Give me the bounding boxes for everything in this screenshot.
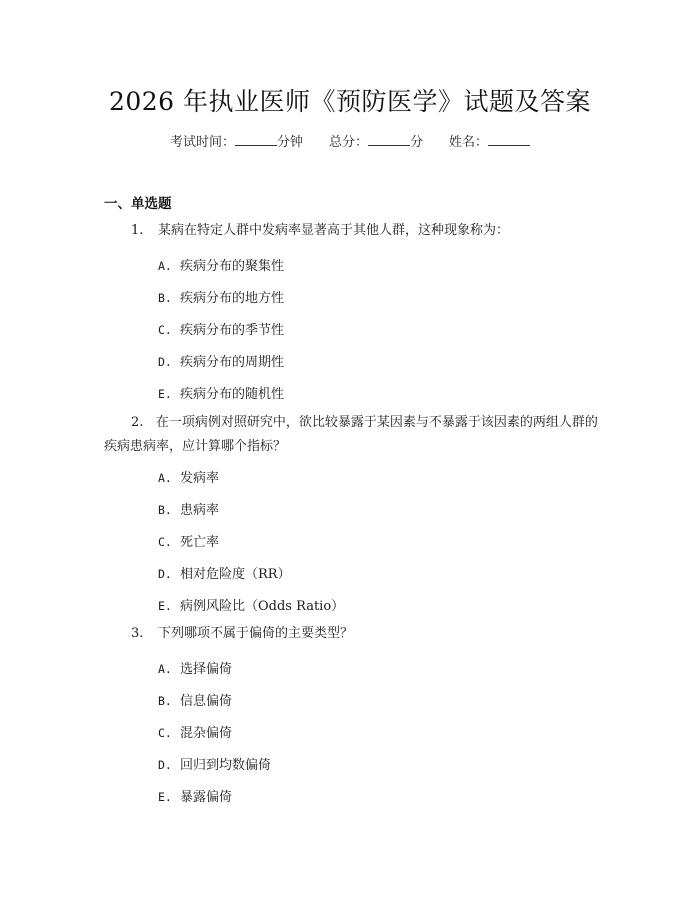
option-text: 疾病分布的随机性 bbox=[180, 387, 285, 402]
exam-time-blank bbox=[235, 133, 277, 146]
option-text: 病例风险比（Odds Ratio） bbox=[180, 599, 345, 614]
option-1c bbox=[158, 319, 284, 338]
option-key: A. bbox=[158, 471, 172, 485]
name-field bbox=[449, 131, 530, 150]
question-2 bbox=[0, 411, 700, 459]
total-score-blank bbox=[368, 133, 410, 146]
option-text: 选择偏倚 bbox=[180, 662, 233, 677]
exam-time-label: 考试时间： bbox=[169, 135, 235, 150]
exam-time-unit: 分钟 bbox=[276, 135, 303, 150]
total-score-field bbox=[329, 131, 423, 150]
question-text: 某病在特定人群中发病率显著高于其他人群，这种现象称为： bbox=[158, 223, 510, 238]
option-key: E. bbox=[158, 387, 172, 401]
name-label: 姓名： bbox=[449, 135, 489, 150]
option-key: C. bbox=[158, 726, 172, 740]
option-key: D. bbox=[158, 567, 172, 581]
question-text: 在一项病例对照研究中，欲比较暴露于某因素与不暴露于该因素的两组人群的疾病患病率，应计算哪个指标？ bbox=[104, 415, 598, 454]
option-text: 信息偏倚 bbox=[180, 694, 233, 709]
total-score-label: 总分： bbox=[328, 135, 368, 150]
option-key: B. bbox=[158, 694, 172, 708]
option-key: A. bbox=[158, 259, 172, 273]
option-key: B. bbox=[158, 503, 172, 517]
question-stem bbox=[0, 219, 700, 243]
question-number: 2. bbox=[131, 415, 144, 430]
option-key: C. bbox=[158, 323, 172, 337]
option-3c bbox=[158, 722, 232, 741]
question-3 bbox=[0, 622, 700, 646]
option-key: D. bbox=[158, 758, 172, 772]
exam-meta-line bbox=[0, 131, 700, 150]
option-text: 疾病分布的季节性 bbox=[180, 323, 285, 338]
option-text: 死亡率 bbox=[180, 535, 220, 550]
option-key: E. bbox=[158, 599, 172, 613]
total-score-unit: 分 bbox=[410, 135, 424, 150]
question-stem bbox=[0, 622, 700, 646]
option-text: 回归到均数偏倚 bbox=[180, 758, 272, 773]
option-key: C. bbox=[158, 535, 172, 549]
document-title: 2026 年执业医师《预防医学》试题及答案 bbox=[108, 87, 592, 116]
question-number: 1. bbox=[131, 223, 144, 238]
question-number: 3. bbox=[131, 626, 144, 641]
option-1a bbox=[158, 255, 284, 274]
option-text: 疾病分布的聚集性 bbox=[180, 259, 285, 274]
option-1e bbox=[158, 383, 284, 402]
option-2b bbox=[158, 499, 219, 518]
option-text: 疾病分布的地方性 bbox=[180, 291, 285, 306]
option-key: D. bbox=[158, 355, 172, 369]
option-2a bbox=[158, 467, 219, 486]
option-text: 暴露偏倚 bbox=[180, 790, 233, 805]
question-stem bbox=[0, 411, 700, 459]
option-key: E. bbox=[158, 790, 172, 804]
option-1b bbox=[158, 287, 284, 306]
option-2e bbox=[158, 595, 344, 614]
option-3b bbox=[158, 690, 232, 709]
option-2d bbox=[158, 563, 291, 582]
option-text: 疾病分布的周期性 bbox=[180, 355, 285, 370]
option-key: A. bbox=[158, 662, 172, 676]
option-1d bbox=[158, 351, 284, 370]
option-text: 患病率 bbox=[180, 503, 220, 518]
name-blank bbox=[488, 133, 530, 146]
option-key: B. bbox=[158, 291, 172, 305]
option-3e bbox=[158, 786, 232, 805]
option-text: 发病率 bbox=[180, 471, 220, 486]
option-3a bbox=[158, 658, 232, 677]
question-text: 下列哪项不属于偏倚的主要类型？ bbox=[158, 626, 354, 641]
question-1 bbox=[0, 219, 700, 243]
option-3d bbox=[158, 754, 271, 773]
option-text: 相对危险度（RR） bbox=[180, 567, 291, 582]
section-title: 一、单选题 bbox=[104, 196, 172, 212]
option-2c bbox=[158, 531, 219, 550]
option-text: 混杂偏倚 bbox=[180, 726, 233, 741]
exam-time-field bbox=[170, 131, 303, 150]
